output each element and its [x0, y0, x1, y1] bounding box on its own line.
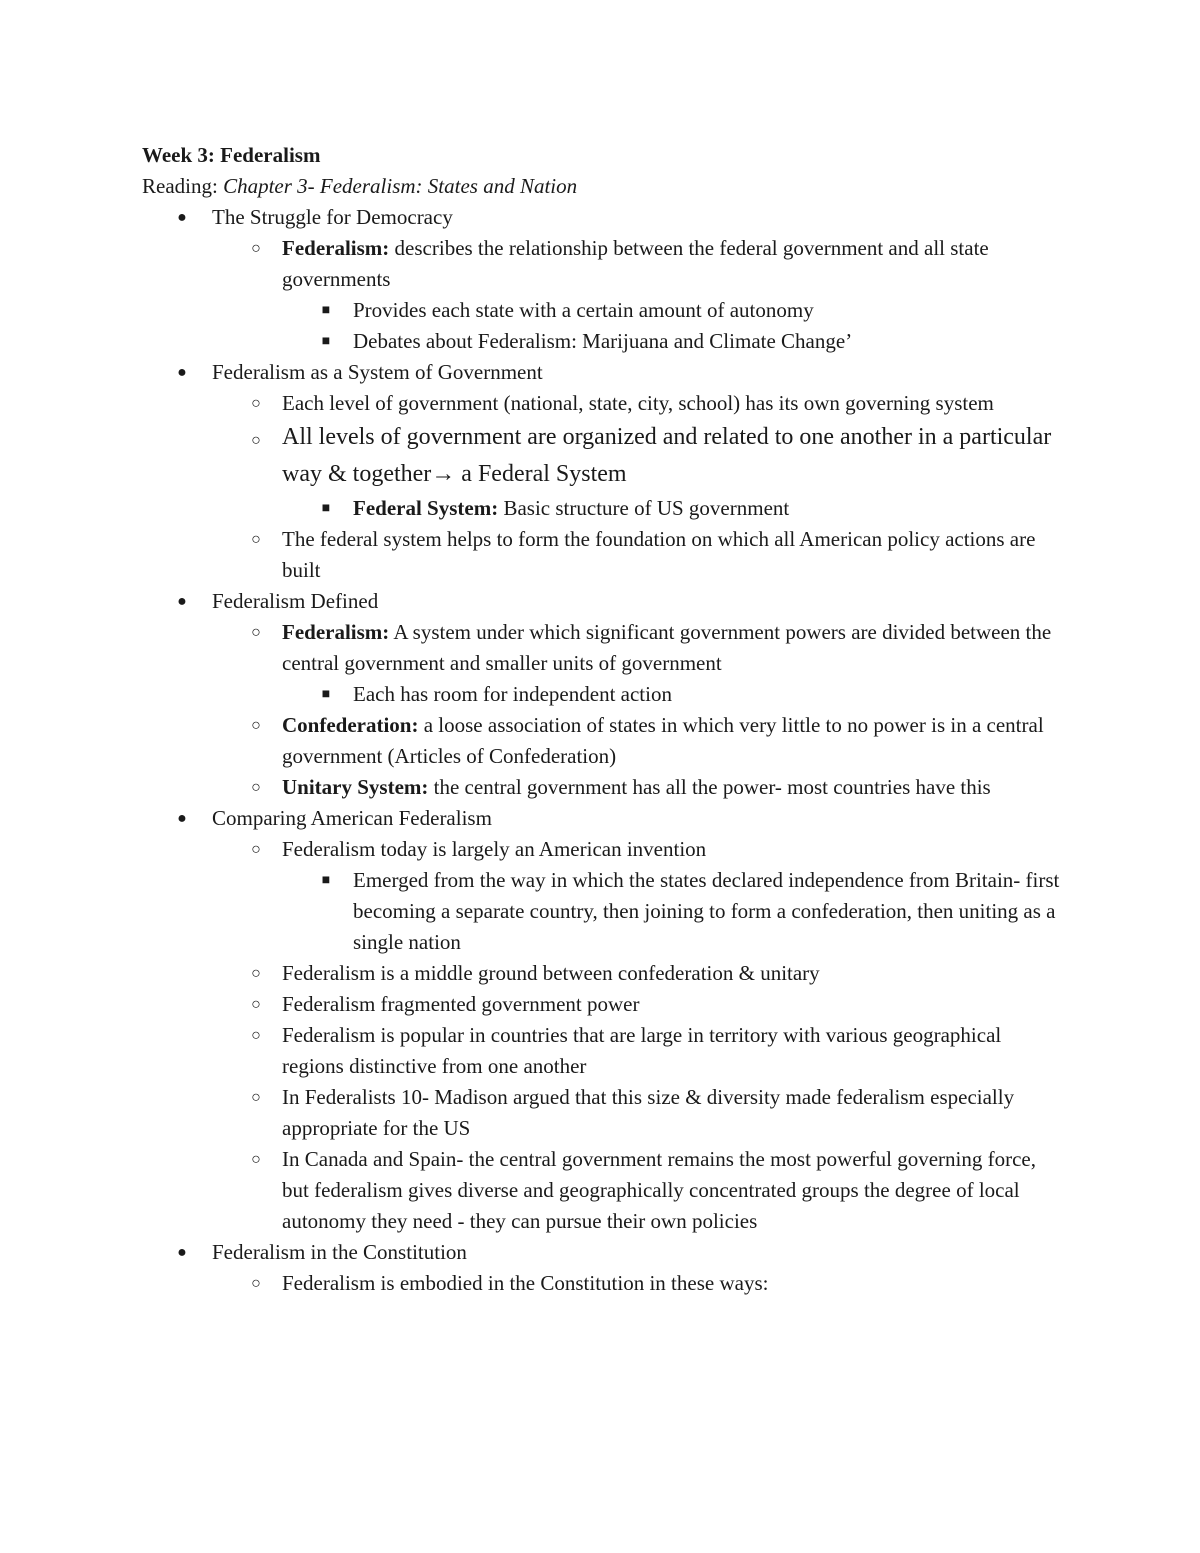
definition: describes the relationship between the federal government and all state governments — [282, 236, 989, 291]
list-item — [142, 326, 1062, 357]
list-item — [142, 524, 1062, 586]
term: Confederation: — [282, 713, 419, 737]
circle-bullet-icon: ○ — [251, 624, 261, 641]
circle-bullet-icon: ○ — [251, 1275, 261, 1292]
square-bullet-icon: ■ — [321, 687, 331, 702]
list-item — [142, 1082, 1062, 1144]
list-item — [142, 865, 1062, 958]
item-text: In Canada and Spain- the central government remains the most powerful governing force, but federalism gives diverse and geographically concentrated groups the degree of local autonomy they need - they can pursue their own policies — [282, 1147, 1037, 1233]
item-text: In Federalists 10- Madison argued that this size & diversity made federalism especially appropriate for the US — [282, 1085, 1015, 1140]
notes-body — [142, 140, 1062, 1299]
bullet-icon: ● — [177, 364, 187, 381]
square-bullet-icon: ■ — [321, 303, 331, 318]
circle-bullet-icon: ○ — [251, 432, 261, 449]
section-comparing-american-federalism — [142, 803, 1062, 834]
circle-bullet-icon: ○ — [251, 717, 261, 734]
list-item — [142, 772, 1062, 803]
bullet-icon: ● — [177, 209, 187, 226]
item-text: The federal system helps to form the foundation on which all American policy actions are built — [282, 527, 1036, 582]
item-text: Federalism today is largely an American invention — [282, 837, 707, 861]
square-bullet-icon: ■ — [321, 334, 331, 349]
item-text: Debates about Federalism: Marijuana and Climate Change’ — [353, 329, 853, 353]
section-heading: Federalism as a System of Government — [212, 360, 543, 384]
item-text: Federalism is embodied in the Constitution in these ways: — [282, 1271, 769, 1295]
item-text: Federalism fragmented government power — [282, 992, 640, 1016]
list-item — [142, 233, 1062, 295]
section-federalism-in-constitution — [142, 1237, 1062, 1268]
list-item — [142, 1268, 1062, 1299]
circle-bullet-icon: ○ — [251, 841, 261, 858]
list-item — [142, 295, 1062, 326]
list-item — [142, 834, 1062, 865]
bullet-icon: ● — [177, 1244, 187, 1261]
circle-bullet-icon: ○ — [251, 996, 261, 1013]
section-struggle-for-democracy — [142, 202, 1062, 233]
list-item — [142, 1144, 1062, 1237]
term: Federalism: — [282, 236, 390, 260]
item-text: Federalism is popular in countries that are large in territory with various geographical regions distinctive from one another — [282, 1023, 1002, 1078]
list-item — [142, 710, 1062, 772]
list-item — [142, 989, 1062, 1020]
item-text: Federalism is a middle ground between confederation & unitary — [282, 961, 820, 985]
definition: A system under which significant government powers are divided between the central government and smaller units of government — [282, 620, 1052, 675]
page-title: Week 3: Federalism — [142, 143, 321, 167]
bullet-icon: ● — [177, 810, 187, 827]
section-heading: Federalism Defined — [212, 589, 379, 613]
definition: a loose association of states in which very little to no power is in a central government (Articles of Confederation) — [282, 713, 1044, 768]
list-item — [142, 617, 1062, 679]
section-heading: Federalism in the Constitution — [212, 1240, 467, 1264]
item-text: Each level of government (national, state, city, school) has its own governing system — [282, 391, 994, 415]
circle-bullet-icon: ○ — [251, 531, 261, 548]
square-bullet-icon: ■ — [321, 501, 331, 516]
circle-bullet-icon: ○ — [251, 1151, 261, 1168]
definition: Basic structure of US government — [498, 496, 790, 520]
square-bullet-icon: ■ — [321, 873, 331, 888]
list-item — [142, 958, 1062, 989]
circle-bullet-icon: ○ — [251, 965, 261, 982]
term: Federal System: — [353, 496, 499, 520]
section-system-of-government — [142, 357, 1062, 388]
item-text: Emerged from the way in which the states declared independence from Britain- first becoming a separate country, then joining to form a confederation, then uniting as a single nation — [353, 868, 1060, 954]
circle-bullet-icon: ○ — [251, 240, 261, 257]
list-item — [142, 493, 1062, 524]
list-item — [142, 388, 1062, 419]
term: Unitary System: — [282, 775, 429, 799]
circle-bullet-icon: ○ — [251, 1089, 261, 1106]
list-item — [142, 679, 1062, 710]
section-heading: The Struggle for Democracy — [212, 205, 453, 229]
reading-title: Chapter 3- Federalism: States and Nation — [223, 174, 578, 198]
item-text: All levels of government are organized and related to one another in a particular way & together→ a Federal System — [282, 424, 1052, 487]
reading-line — [142, 171, 1062, 202]
circle-bullet-icon: ○ — [251, 1027, 261, 1044]
circle-bullet-icon: ○ — [251, 779, 261, 796]
section-federalism-defined — [142, 586, 1062, 617]
circle-bullet-icon: ○ — [251, 395, 261, 412]
term: Federalism: — [282, 620, 390, 644]
reading-label: Reading: — [142, 174, 224, 198]
list-item — [142, 1020, 1062, 1082]
section-heading: Comparing American Federalism — [212, 806, 492, 830]
item-text: Each has room for independent action — [353, 682, 672, 706]
list-item — [142, 419, 1062, 493]
definition: the central government has all the power- most countries have this — [428, 775, 991, 799]
item-text: Provides each state with a certain amount of autonomy — [353, 298, 814, 322]
bullet-icon: ● — [177, 593, 187, 610]
